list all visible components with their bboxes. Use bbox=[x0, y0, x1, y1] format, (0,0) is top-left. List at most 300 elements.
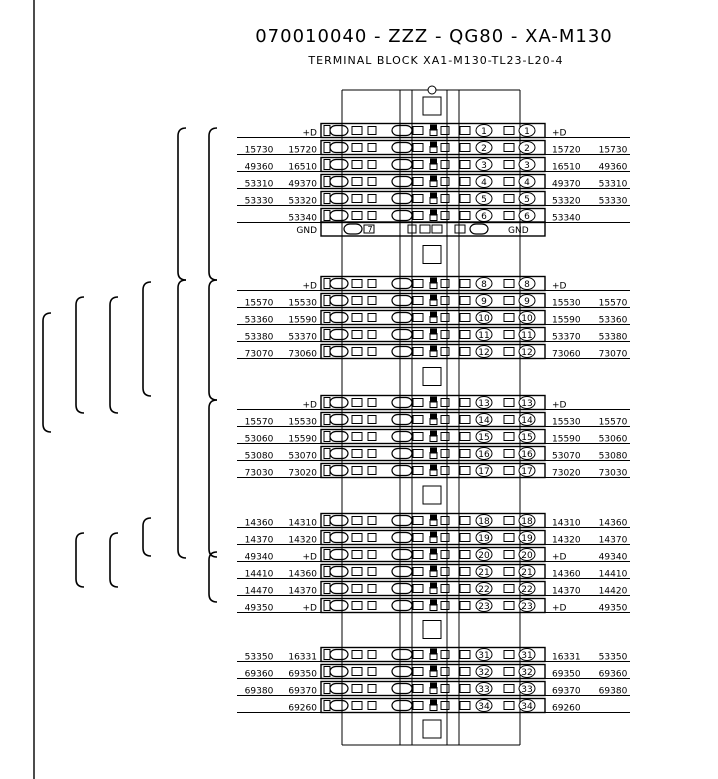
terminal-rows bbox=[237, 124, 630, 714]
slot-left-2 bbox=[368, 161, 376, 169]
inner-left-label: 15530 bbox=[288, 298, 317, 309]
terminal-row bbox=[237, 396, 630, 411]
slot-center bbox=[441, 297, 449, 305]
slot-center bbox=[441, 331, 449, 339]
slot-left bbox=[352, 467, 362, 475]
slot-right-2 bbox=[504, 685, 514, 693]
screw-left bbox=[330, 211, 348, 221]
screw-left bbox=[330, 550, 348, 560]
slot-right bbox=[460, 314, 470, 322]
slot-center bbox=[441, 416, 449, 424]
clamp-left bbox=[324, 279, 330, 289]
inner-right-label: 53370 bbox=[552, 332, 581, 343]
terminal-row bbox=[237, 158, 630, 173]
outer-left-label: 53310 bbox=[244, 179, 274, 190]
slot-mid bbox=[413, 348, 423, 356]
screw-left bbox=[330, 533, 348, 543]
terminal-number-left: 17 bbox=[478, 467, 490, 477]
slot-right bbox=[460, 568, 470, 576]
slot-left bbox=[352, 685, 362, 693]
outer-right-label: 53060 bbox=[598, 434, 628, 445]
terminal-number-right: 31 bbox=[521, 651, 533, 661]
outer-right-label: 69380 bbox=[598, 686, 628, 697]
slot-left-2 bbox=[368, 517, 376, 525]
slot-left-2 bbox=[368, 212, 376, 220]
slot-center bbox=[441, 212, 449, 220]
gap-block bbox=[423, 97, 441, 115]
terminal-number-left: 12 bbox=[478, 348, 490, 358]
inner-left-label: 15590 bbox=[288, 315, 317, 326]
terminal-number-right: 32 bbox=[521, 668, 533, 678]
gnd-label-left: GND bbox=[296, 226, 317, 236]
slot-right bbox=[460, 297, 470, 305]
bracket bbox=[209, 280, 217, 400]
outer-right-label: 53380 bbox=[598, 332, 628, 343]
terminal-number-left: 3 bbox=[481, 161, 487, 171]
clamp-left bbox=[324, 550, 330, 560]
screw-mid bbox=[392, 211, 412, 221]
slot-left-2 bbox=[368, 280, 376, 288]
slot-mid bbox=[413, 144, 423, 152]
screw-mid bbox=[392, 143, 412, 153]
bracket bbox=[178, 280, 186, 558]
slot-right-2 bbox=[504, 450, 514, 458]
slot-mid bbox=[413, 161, 423, 169]
slot-left-2 bbox=[368, 399, 376, 407]
slot-mid bbox=[413, 127, 423, 135]
bracket-group bbox=[43, 128, 217, 602]
slot-mid bbox=[413, 467, 423, 475]
terminal-number-right: 9 bbox=[524, 297, 530, 307]
terminal-number-left: 5 bbox=[481, 195, 487, 205]
outer-right-label: 15570 bbox=[598, 417, 628, 428]
terminal-row bbox=[237, 682, 630, 697]
terminal-number-right: 3 bbox=[524, 161, 530, 171]
slot-left-2 bbox=[368, 668, 376, 676]
bracket bbox=[76, 533, 84, 587]
slot-mid bbox=[413, 685, 423, 693]
screw-mid bbox=[392, 701, 412, 711]
bracket bbox=[110, 533, 118, 587]
terminal-number-right: 17 bbox=[521, 467, 533, 477]
inner-right-label: 49370 bbox=[552, 179, 581, 190]
inner-right-label: 53320 bbox=[552, 196, 581, 207]
gnd-symbol-left bbox=[344, 224, 362, 234]
slot-center bbox=[441, 433, 449, 441]
clamp-left bbox=[324, 211, 330, 221]
slot-left-2 bbox=[368, 144, 376, 152]
clamp-left bbox=[324, 466, 330, 476]
screw-left bbox=[330, 330, 348, 340]
terminal-number-left: 15 bbox=[478, 433, 490, 443]
bracket bbox=[43, 313, 51, 432]
screw-mid bbox=[392, 550, 412, 560]
screw-left bbox=[330, 194, 348, 204]
terminal-number-left: 31 bbox=[478, 651, 490, 661]
outer-left-label: 53380 bbox=[244, 332, 274, 343]
screw-mid bbox=[392, 313, 412, 323]
terminal-number-left: 33 bbox=[478, 685, 490, 695]
terminal-row bbox=[237, 430, 630, 445]
slot-right-2 bbox=[504, 314, 514, 322]
slot-left bbox=[352, 668, 362, 676]
screw-mid bbox=[392, 432, 412, 442]
inner-right-label: 14310 bbox=[552, 518, 581, 529]
outer-left-label: 73030 bbox=[244, 468, 274, 479]
slot-mid bbox=[413, 668, 423, 676]
outer-right-label: 14370 bbox=[598, 535, 628, 546]
inner-right-label: +D bbox=[552, 603, 567, 614]
screw-left bbox=[330, 313, 348, 323]
slot-left-2 bbox=[368, 551, 376, 559]
clamp-left bbox=[324, 177, 330, 187]
outer-right-label: 49350 bbox=[598, 603, 628, 614]
slot-right-2 bbox=[504, 702, 514, 710]
terminal-number-right: 10 bbox=[521, 314, 533, 324]
screw-left bbox=[330, 667, 348, 677]
terminal-row bbox=[237, 464, 630, 479]
terminal-number-left: 16 bbox=[478, 450, 490, 460]
slot-center bbox=[441, 534, 449, 542]
clamp-left bbox=[324, 126, 330, 136]
screw-mid bbox=[392, 684, 412, 694]
terminal-number-left: 32 bbox=[478, 668, 490, 678]
slot-right-2 bbox=[504, 467, 514, 475]
slot-right bbox=[460, 585, 470, 593]
slot-right bbox=[460, 602, 470, 610]
outer-left-label: 49360 bbox=[244, 162, 274, 173]
outer-left-label: 14470 bbox=[244, 586, 274, 597]
screw-mid bbox=[392, 279, 412, 289]
slot-right bbox=[460, 668, 470, 676]
screw-left bbox=[330, 160, 348, 170]
screw-left bbox=[330, 143, 348, 153]
outer-right-label: 49340 bbox=[598, 552, 628, 563]
screw-mid bbox=[392, 160, 412, 170]
gap-block bbox=[423, 720, 441, 738]
slot-left bbox=[352, 651, 362, 659]
terminal-row bbox=[237, 175, 630, 190]
outer-right-label: 15730 bbox=[598, 145, 628, 156]
clamp-left bbox=[324, 347, 330, 357]
clamp-left bbox=[324, 432, 330, 442]
slot-center bbox=[441, 551, 449, 559]
terminal-number-right: 12 bbox=[521, 348, 533, 358]
inner-right-label: 14370 bbox=[552, 586, 581, 597]
bracket bbox=[76, 297, 84, 413]
slot-left bbox=[352, 314, 362, 322]
terminal-row bbox=[237, 665, 630, 680]
slot-left-2 bbox=[368, 178, 376, 186]
slot-left bbox=[352, 702, 362, 710]
slot-right bbox=[460, 517, 470, 525]
slot-right bbox=[460, 348, 470, 356]
slot-left-2 bbox=[368, 651, 376, 659]
slot-left-2 bbox=[368, 568, 376, 576]
slot-center bbox=[441, 195, 449, 203]
terminal-row bbox=[237, 345, 630, 360]
slot-mid bbox=[413, 602, 423, 610]
terminal-number-left: 11 bbox=[478, 331, 490, 341]
screw-left bbox=[330, 398, 348, 408]
terminal-number-right: 20 bbox=[521, 551, 533, 561]
bracket bbox=[209, 552, 217, 602]
bracket bbox=[143, 518, 151, 556]
inner-right-label: 53070 bbox=[552, 451, 581, 462]
inner-right-label: +D bbox=[552, 400, 567, 411]
clamp-left bbox=[324, 296, 330, 306]
screw-mid bbox=[392, 601, 412, 611]
slot-center bbox=[441, 450, 449, 458]
terminal-number-left: 34 bbox=[478, 702, 490, 712]
inner-right-label: 53340 bbox=[552, 213, 581, 224]
clamp-left bbox=[324, 194, 330, 204]
slot-left-2 bbox=[368, 314, 376, 322]
slot-mid bbox=[413, 517, 423, 525]
terminal-number-left: 2 bbox=[481, 144, 487, 154]
terminal-number-left: 1 bbox=[481, 127, 487, 137]
slot-right-2 bbox=[504, 651, 514, 659]
terminal-number-left: 19 bbox=[478, 534, 490, 544]
slot-right-2 bbox=[504, 517, 514, 525]
slot-right-2 bbox=[504, 534, 514, 542]
outer-right-label: 49360 bbox=[598, 162, 628, 173]
inner-left-label: 16331 bbox=[288, 652, 317, 663]
slot-right bbox=[460, 433, 470, 441]
terminal-number-right: 19 bbox=[521, 534, 533, 544]
slot-right-2 bbox=[504, 416, 514, 424]
slot-center bbox=[441, 651, 449, 659]
slot-center bbox=[441, 178, 449, 186]
outer-right-label: 53080 bbox=[598, 451, 628, 462]
slot-left bbox=[352, 348, 362, 356]
gnd-slot-5 bbox=[455, 225, 465, 233]
drawing-title: 070010040 - ZZZ - QG80 - XA-M130 bbox=[255, 26, 613, 47]
clamp-left bbox=[324, 567, 330, 577]
slot-left bbox=[352, 568, 362, 576]
slot-left-2 bbox=[368, 534, 376, 542]
gap-block bbox=[423, 621, 441, 639]
outer-right-label: 53360 bbox=[598, 315, 628, 326]
clamp-left bbox=[324, 684, 330, 694]
slot-mid bbox=[413, 178, 423, 186]
slot-mid bbox=[413, 416, 423, 424]
inner-right-label: 69370 bbox=[552, 686, 581, 697]
clamp-left bbox=[324, 667, 330, 677]
screw-left bbox=[330, 650, 348, 660]
screw-left bbox=[330, 296, 348, 306]
inner-left-label: 53340 bbox=[288, 213, 317, 224]
screw-left bbox=[330, 449, 348, 459]
slot-center bbox=[441, 280, 449, 288]
clamp-left bbox=[324, 313, 330, 323]
terminal-number-right: 33 bbox=[521, 685, 533, 695]
terminal-number-left: 13 bbox=[478, 399, 490, 409]
slot-right bbox=[460, 161, 470, 169]
slot-right bbox=[460, 416, 470, 424]
inner-right-label: 15530 bbox=[552, 298, 581, 309]
slot-left bbox=[352, 161, 362, 169]
slot-right bbox=[460, 331, 470, 339]
terminal-row bbox=[237, 192, 630, 207]
inner-right-label: 15590 bbox=[552, 315, 581, 326]
outer-left-label: 15730 bbox=[244, 145, 274, 156]
outer-right-label: 53350 bbox=[598, 652, 628, 663]
terminal-number-right: 11 bbox=[521, 331, 533, 341]
slot-center bbox=[441, 685, 449, 693]
slot-right bbox=[460, 280, 470, 288]
screw-mid bbox=[392, 584, 412, 594]
outer-left-label: 49350 bbox=[244, 603, 274, 614]
clamp-left bbox=[324, 143, 330, 153]
outer-left-label: 14370 bbox=[244, 535, 274, 546]
slot-mid bbox=[413, 212, 423, 220]
slot-left bbox=[352, 127, 362, 135]
slot-left-2 bbox=[368, 602, 376, 610]
mount-circle bbox=[428, 86, 436, 94]
inner-left-label: 14320 bbox=[288, 535, 317, 546]
slot-right-2 bbox=[504, 585, 514, 593]
clamp-left bbox=[324, 650, 330, 660]
gnd-label-right: GND bbox=[508, 226, 529, 236]
outer-right-label: 73070 bbox=[598, 349, 628, 360]
screw-mid bbox=[392, 415, 412, 425]
inner-left-label: 14370 bbox=[288, 586, 317, 597]
clamp-left bbox=[324, 398, 330, 408]
screw-mid bbox=[392, 466, 412, 476]
slot-center bbox=[441, 399, 449, 407]
screw-mid bbox=[392, 126, 412, 136]
screw-mid bbox=[392, 650, 412, 660]
inner-left-label: 69260 bbox=[288, 703, 317, 714]
inner-right-label: 15530 bbox=[552, 417, 581, 428]
outer-left-label: 53060 bbox=[244, 434, 274, 445]
inner-left-label: +D bbox=[302, 128, 317, 139]
slot-center bbox=[441, 348, 449, 356]
slot-right-2 bbox=[504, 668, 514, 676]
terminal-number-right: 8 bbox=[524, 280, 530, 290]
gnd-slot-4 bbox=[432, 225, 442, 233]
clamp-left bbox=[324, 415, 330, 425]
outer-left-label: 53330 bbox=[244, 196, 274, 207]
clamp-left bbox=[324, 160, 330, 170]
screw-left bbox=[330, 415, 348, 425]
slot-mid bbox=[413, 195, 423, 203]
inner-left-label: 73020 bbox=[288, 468, 317, 479]
slot-left-2 bbox=[368, 348, 376, 356]
slot-right-2 bbox=[504, 331, 514, 339]
slot-mid bbox=[413, 433, 423, 441]
screw-left bbox=[330, 279, 348, 289]
slot-right-2 bbox=[504, 433, 514, 441]
clamp-left bbox=[324, 330, 330, 340]
outer-left-label: 53080 bbox=[244, 451, 274, 462]
outer-left-label: 14360 bbox=[244, 518, 274, 529]
slot-center bbox=[441, 668, 449, 676]
inner-right-label: 16510 bbox=[552, 162, 581, 173]
screw-left bbox=[330, 701, 348, 711]
inner-right-label: +D bbox=[552, 281, 567, 292]
gnd-row bbox=[296, 222, 545, 236]
terminal-number-left: 8 bbox=[481, 280, 487, 290]
terminal-number-left: 4 bbox=[481, 178, 487, 188]
bracket bbox=[143, 282, 151, 396]
screw-left bbox=[330, 126, 348, 136]
inner-left-label: 69370 bbox=[288, 686, 317, 697]
terminal-row bbox=[237, 531, 630, 546]
terminal-number-right: 15 bbox=[521, 433, 533, 443]
gap-block bbox=[423, 246, 441, 264]
outer-left-label: 49340 bbox=[244, 552, 274, 563]
slot-center bbox=[441, 568, 449, 576]
inner-right-label: 14320 bbox=[552, 535, 581, 546]
slot-right bbox=[460, 178, 470, 186]
terminal-number-right: 14 bbox=[521, 416, 533, 426]
slot-left bbox=[352, 416, 362, 424]
slot-left-2 bbox=[368, 685, 376, 693]
screw-mid bbox=[392, 194, 412, 204]
terminal-number-right: 22 bbox=[521, 585, 533, 595]
terminal-number-left: 9 bbox=[481, 297, 487, 307]
outer-left-label: _ bbox=[256, 281, 262, 292]
slot-center bbox=[441, 467, 449, 475]
slot-left-2 bbox=[368, 585, 376, 593]
slot-right-2 bbox=[504, 348, 514, 356]
terminal-number-right: 4 bbox=[524, 178, 530, 188]
terminal-row bbox=[237, 124, 630, 139]
outer-right-label: 53330 bbox=[598, 196, 628, 207]
slot-left bbox=[352, 534, 362, 542]
slot-center bbox=[441, 585, 449, 593]
bracket bbox=[178, 128, 186, 280]
inner-left-label: +D bbox=[302, 400, 317, 411]
slot-right bbox=[460, 212, 470, 220]
screw-mid bbox=[392, 567, 412, 577]
outer-right-label: 14410 bbox=[598, 569, 628, 580]
inner-left-label: 15590 bbox=[288, 434, 317, 445]
screw-mid bbox=[392, 667, 412, 677]
slot-right-2 bbox=[504, 212, 514, 220]
slot-mid bbox=[413, 568, 423, 576]
inner-left-label: +D bbox=[302, 281, 317, 292]
slot-right bbox=[460, 195, 470, 203]
slot-right-2 bbox=[504, 568, 514, 576]
screw-mid bbox=[392, 449, 412, 459]
screw-left bbox=[330, 516, 348, 526]
terminal-row bbox=[237, 582, 630, 597]
slot-right bbox=[460, 399, 470, 407]
screw-mid bbox=[392, 516, 412, 526]
screw-mid bbox=[392, 533, 412, 543]
terminal-number-right: 13 bbox=[521, 399, 533, 409]
outer-right-label: 69360 bbox=[598, 669, 628, 680]
slot-right-2 bbox=[504, 127, 514, 135]
inner-right-label: +D bbox=[552, 552, 567, 563]
clamp-left bbox=[324, 701, 330, 711]
outer-left-label: 73070 bbox=[244, 349, 274, 360]
inner-left-label: 15530 bbox=[288, 417, 317, 428]
screw-left bbox=[330, 432, 348, 442]
screw-left bbox=[330, 177, 348, 187]
terminal-number-right: 6 bbox=[524, 212, 530, 222]
outer-right-label: 73030 bbox=[598, 468, 628, 479]
gnd-symbol-right bbox=[470, 224, 488, 234]
inner-left-label: +D bbox=[302, 552, 317, 563]
bracket bbox=[110, 297, 118, 413]
slot-center bbox=[441, 127, 449, 135]
slot-left bbox=[352, 585, 362, 593]
slot-right bbox=[460, 144, 470, 152]
